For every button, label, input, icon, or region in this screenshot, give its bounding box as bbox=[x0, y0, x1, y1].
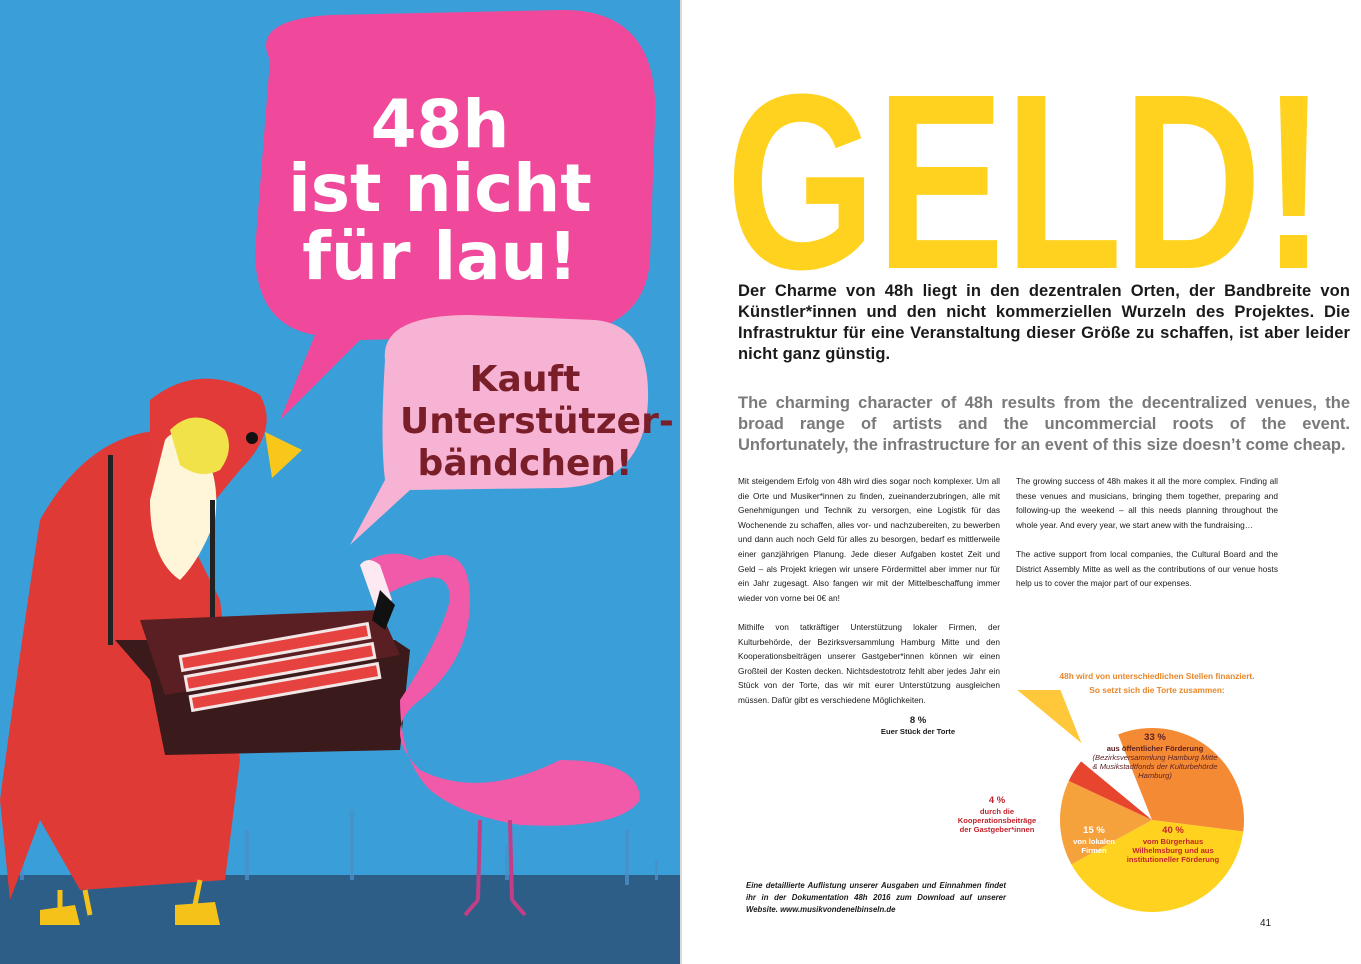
chart-title-line-1: 48h wird von unterschiedlichen Stellen finanziert. bbox=[1059, 671, 1255, 681]
body-de-paragraph-1: Mit steigendem Erfolg von 48h wird dies sogar noch komplexer. Um all die Orte und Musiker*innen zu finden, zueinanderzubringen, alle mit Genehmigungen und Technik zu versorgen, eine Logistik für das Wochenende zu schaffen, alles vor- und nachzubereiten, zu bewerben und dann auch noch Geld für alles zu besorgen, bedarf es mittlerweile einer ganzjährigen Planung. Jede dieser Aufgaben kostet Zeit und Geld – als Projekt kriegen wir unsere Fördermittel aber immer nur für ein Jahr zugesagt. Also fangen wir mit der Mittelbeschaffung immer wieder von vorne bei 0€ an! bbox=[738, 476, 1000, 603]
geld-headline bbox=[726, 78, 1346, 288]
pie-label-8 bbox=[868, 716, 968, 736]
pie-label-40-text: vom Bürgerhaus Wilhelmsburg und aus institutioneller Förderung bbox=[1126, 837, 1220, 864]
speech-line-1: Kauft bbox=[469, 359, 581, 400]
headline-line-1: 48h bbox=[370, 86, 510, 163]
pie-label-15 bbox=[1066, 826, 1122, 855]
pie-label-33-pct: 33 % bbox=[1144, 732, 1166, 743]
pie-label-4-text: durch die Kooperationsbeiträge der Gastgeber*innen bbox=[957, 807, 1037, 834]
pie-label-40 bbox=[1118, 826, 1228, 864]
pie-slice-8 bbox=[1011, 690, 1082, 743]
pie-label-8-text: Euer Stück der Torte bbox=[880, 727, 956, 736]
pie-label-33-text: aus öffentlicher Förderung bbox=[1106, 744, 1204, 753]
lead-english: The charming character of 48h results from the decentralized venues, the broad range of artists and the uncommercial roots of the event. Unfortunately, the infrastructure for an event of this size doesn’t come cheap. bbox=[738, 394, 1350, 454]
body-column-english bbox=[1016, 474, 1278, 605]
chart-title-line-2: So setzt sich die Torte zusammen: bbox=[1089, 685, 1225, 695]
pie-label-4 bbox=[952, 796, 1042, 834]
body-en-paragraph-1: The growing success of 48h makes it all the more complex. Finding all these venues and musicians, bringing them together, preparing and following-up the weekend – all this needs planning throughout the whole year. And every year, we start anew with the fundraising… bbox=[1016, 476, 1278, 530]
pie-label-8-pct: 8 % bbox=[909, 715, 927, 726]
body-de-paragraph-2: Mithilfe von tatkräftiger Unterstützung lokaler Firmen, der Kulturbehörde, der Bezirksversammlung Hamburg Mitte und den Kooperationsbeiträgen unserer Gastgeber*innen können wir einen Großteil der Kosten decken. Nichtsdestotrotz fehlt aber jedes Jahr ein Stück von der Torte, das wir mit eurer Unterstützung ausgleichen müssen. Dafür gibt es verschiedene Möglichkeiten. bbox=[738, 621, 1000, 705]
geld-headline-text: GELD! bbox=[726, 78, 1326, 288]
left-page-illustration bbox=[0, 0, 680, 964]
pie-label-4-pct: 4 % bbox=[988, 795, 1006, 806]
footnote: Eine detaillierte Auflistung unserer Ausgaben und Einnahmen findet ihr in der Dokumentation 48h 2016 zum Download auf unserer Website. www.musikvondenelbinseln.de bbox=[746, 881, 1006, 914]
speech-line-2: Unterstützer- bbox=[400, 401, 674, 442]
headline-line-2: ist nicht bbox=[288, 150, 592, 227]
body-column-german bbox=[738, 474, 1000, 722]
lead-german: Der Charme von 48h liegt in den dezentralen Orten, der Bandbreite von Künstler*innen und den nicht kommerziellen Wurzeln des Projektes. Die Infrastruktur für eine Veranstaltung dieser Größe zu schaffen, ist aber leider nicht ganz günstig. bbox=[738, 282, 1350, 363]
pie-label-33 bbox=[1090, 733, 1220, 780]
pie-label-15-text: von lokalen Firmen bbox=[1073, 837, 1115, 855]
body-en-paragraph-2: The active support from local companies, the Cultural Board and the District Assembly Mitte as well as the contributions of our venue hosts help us to cover the major part of our expenses. bbox=[1016, 548, 1278, 589]
speech-line-3: bändchen! bbox=[417, 443, 633, 484]
right-page bbox=[682, 0, 1361, 964]
pie-label-33-note: (Bezirksversammlung Hamburg Mitte & Musikstadtfonds der Kulturbehörde Hamburg) bbox=[1092, 753, 1218, 780]
pie-label-40-pct: 40 % bbox=[1162, 825, 1184, 836]
page-number: 41 bbox=[1260, 918, 1272, 929]
pie-label-15-pct: 15 % bbox=[1083, 825, 1105, 836]
headline-line-3: für lau! bbox=[302, 218, 578, 295]
